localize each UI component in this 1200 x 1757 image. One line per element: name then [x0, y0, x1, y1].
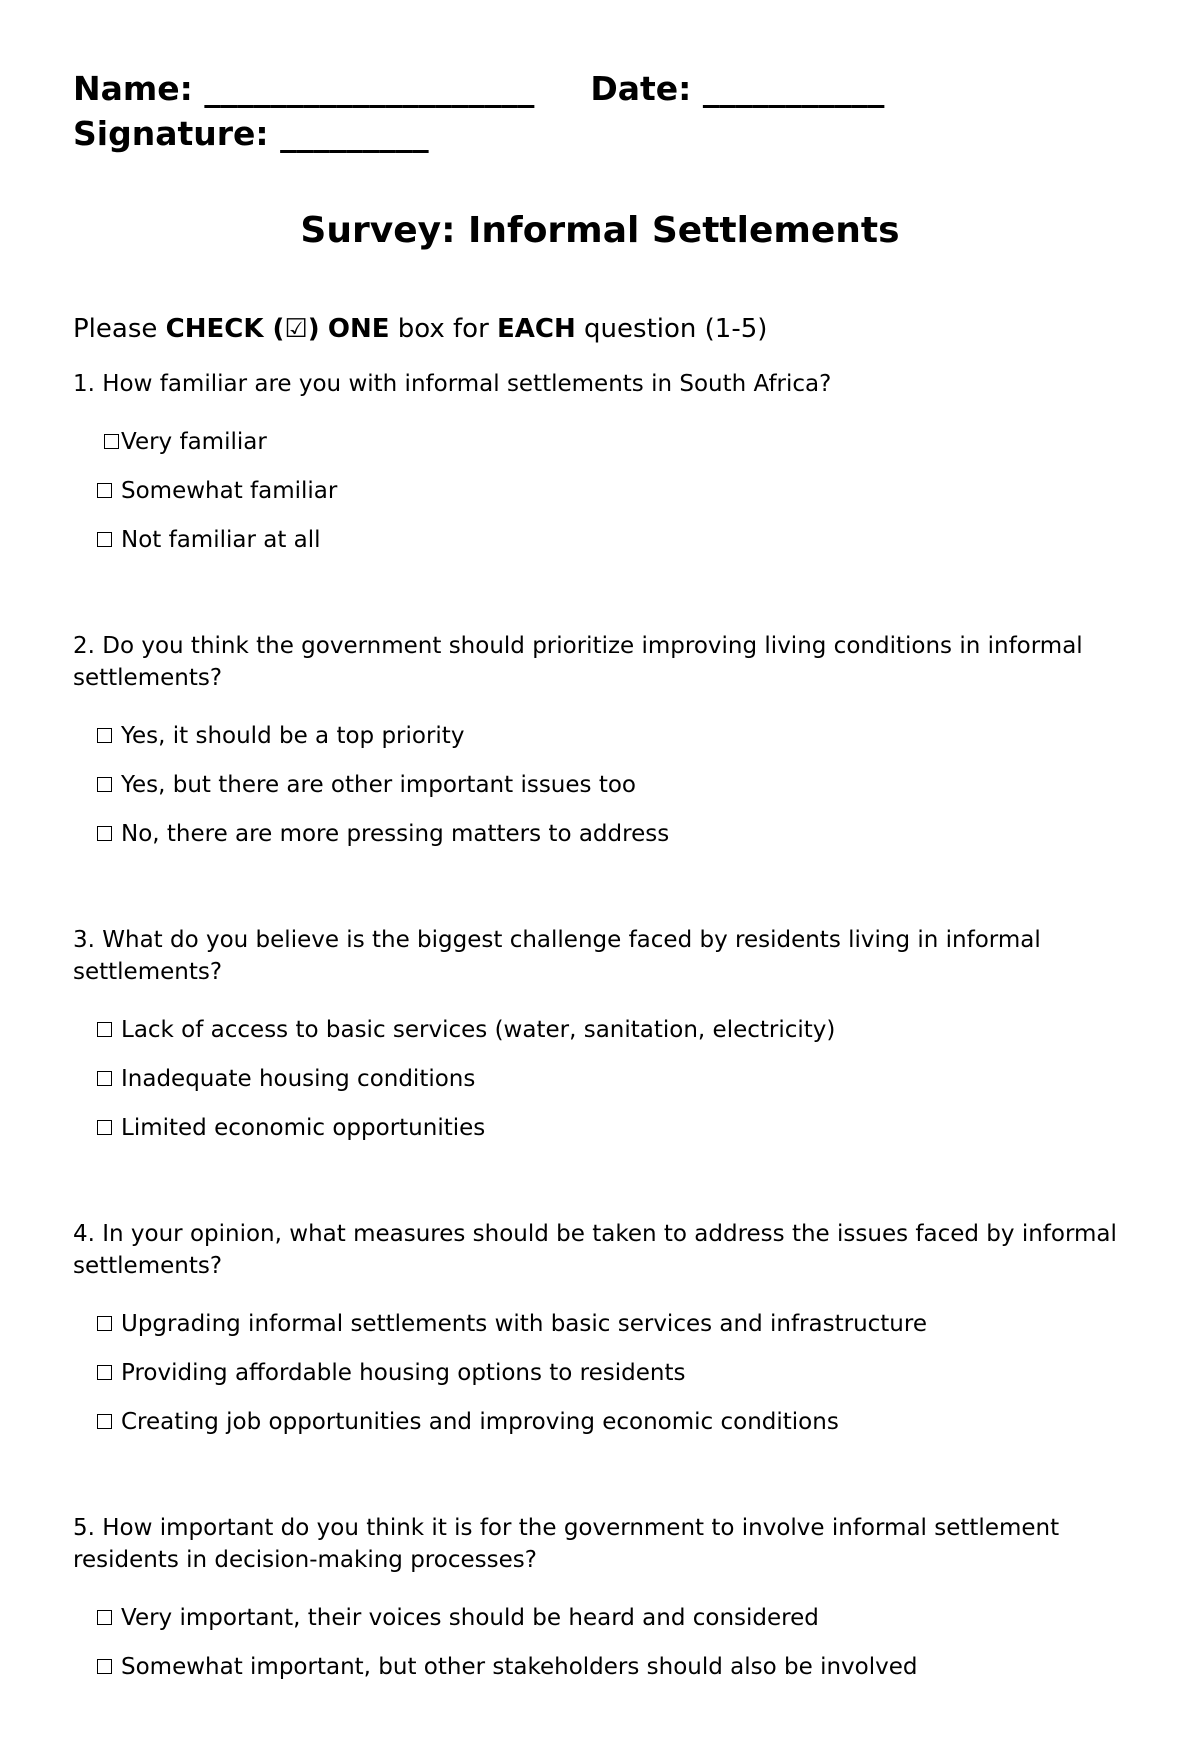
name-label: Name:	[73, 69, 193, 108]
checkbox-icon[interactable]	[97, 532, 112, 547]
answer-option[interactable]	[73, 417, 1133, 466]
option-label: Limited economic opportunities	[121, 1114, 486, 1141]
answer-option[interactable]	[73, 1397, 1133, 1446]
option-label: Somewhat important, but other stakeholders should also be involved	[121, 1653, 918, 1680]
form-header	[73, 66, 884, 156]
checkbox-icon[interactable]	[97, 1120, 112, 1135]
instructions	[73, 314, 767, 344]
date-block	[590, 69, 884, 108]
option-label: Providing affordable housing options to residents	[121, 1359, 686, 1386]
question-3	[73, 924, 1133, 1152]
date-field[interactable]: ___________	[702, 69, 885, 108]
option-label: Upgrading informal settlements with basic services and infrastructure	[121, 1310, 927, 1337]
checkbox-icon[interactable]	[97, 728, 112, 743]
option-label: Yes, but there are other important issues too	[121, 771, 636, 798]
name-field[interactable]: ____________________	[204, 69, 535, 108]
question-text: 3. What do you believe is the biggest challenge faced by residents living in informal settlements?	[73, 927, 1041, 985]
signature-field[interactable]: _________	[280, 114, 429, 153]
checkbox-icon[interactable]	[97, 777, 112, 792]
checkbox-icon[interactable]	[97, 1659, 112, 1674]
option-label: Not familiar at all	[121, 526, 321, 553]
question-text: 1. How familiar are you with informal settlements in South Africa?	[73, 371, 832, 397]
signature-line	[73, 111, 884, 156]
instructions-each: EACH	[497, 314, 576, 344]
answer-option[interactable]	[73, 466, 1133, 515]
page-title: Survey: Informal Settlements	[300, 210, 900, 251]
answer-option[interactable]	[73, 1593, 1133, 1642]
checkbox-icon[interactable]	[97, 1071, 112, 1086]
option-label: Yes, it should be a top priority	[121, 722, 465, 749]
option-label: Creating job opportunities and improving economic conditions	[121, 1408, 839, 1435]
name-date-line	[73, 66, 884, 111]
checkbox-icon[interactable]	[104, 434, 119, 449]
answer-option[interactable]	[73, 760, 1133, 809]
checkbox-icon[interactable]	[97, 1414, 112, 1429]
answer-option[interactable]	[73, 1348, 1133, 1397]
instructions-part4: question (1-5)	[575, 314, 768, 344]
instructions-part2	[320, 314, 328, 344]
answer-option[interactable]	[73, 1103, 1133, 1152]
question-text: 2. Do you think the government should prioritize improving living conditions in informal settlements?	[73, 633, 1083, 691]
question-text: 4. In your opinion, what measures should be taken to address the issues faced by informal settlements?	[73, 1221, 1117, 1279]
answer-option[interactable]	[73, 1642, 1133, 1691]
question-text: 5. How important do you think it is for the government to involve informal settlement residents in decision-making processes?	[73, 1515, 1060, 1573]
question-4	[73, 1218, 1133, 1446]
instructions-part3: box for	[389, 314, 498, 344]
option-label: Very important, their voices should be heard and considered	[121, 1604, 819, 1631]
question-2	[73, 630, 1133, 858]
checkbox-icon[interactable]	[97, 1610, 112, 1625]
checkbox-icon[interactable]	[97, 483, 112, 498]
checkbox-icon[interactable]	[97, 826, 112, 841]
option-label: Inadequate housing conditions	[121, 1065, 476, 1092]
question-1	[73, 368, 1133, 564]
option-label: Somewhat familiar	[121, 477, 338, 504]
instructions-one: ONE	[327, 314, 390, 344]
option-label: Very familiar	[121, 428, 267, 455]
date-label: Date:	[590, 69, 692, 108]
question-list	[73, 368, 1133, 1757]
question-5	[73, 1512, 1133, 1691]
signature-label: Signature:	[73, 114, 269, 153]
instructions-part1: Please	[73, 314, 166, 344]
answer-option[interactable]	[73, 809, 1133, 858]
answer-option[interactable]	[73, 711, 1133, 760]
answer-option[interactable]	[73, 1054, 1133, 1103]
checkbox-icon[interactable]	[97, 1365, 112, 1380]
option-label: No, there are more pressing matters to address	[121, 820, 670, 847]
answer-option[interactable]	[73, 515, 1133, 564]
checkbox-icon[interactable]	[97, 1022, 112, 1037]
option-label: Lack of access to basic services (water, sanitation, electricity)	[121, 1016, 836, 1043]
instructions-check: CHECK (☑)	[165, 314, 320, 344]
checkbox-icon[interactable]	[97, 1316, 112, 1331]
answer-option[interactable]	[73, 1299, 1133, 1348]
answer-option[interactable]	[73, 1005, 1133, 1054]
